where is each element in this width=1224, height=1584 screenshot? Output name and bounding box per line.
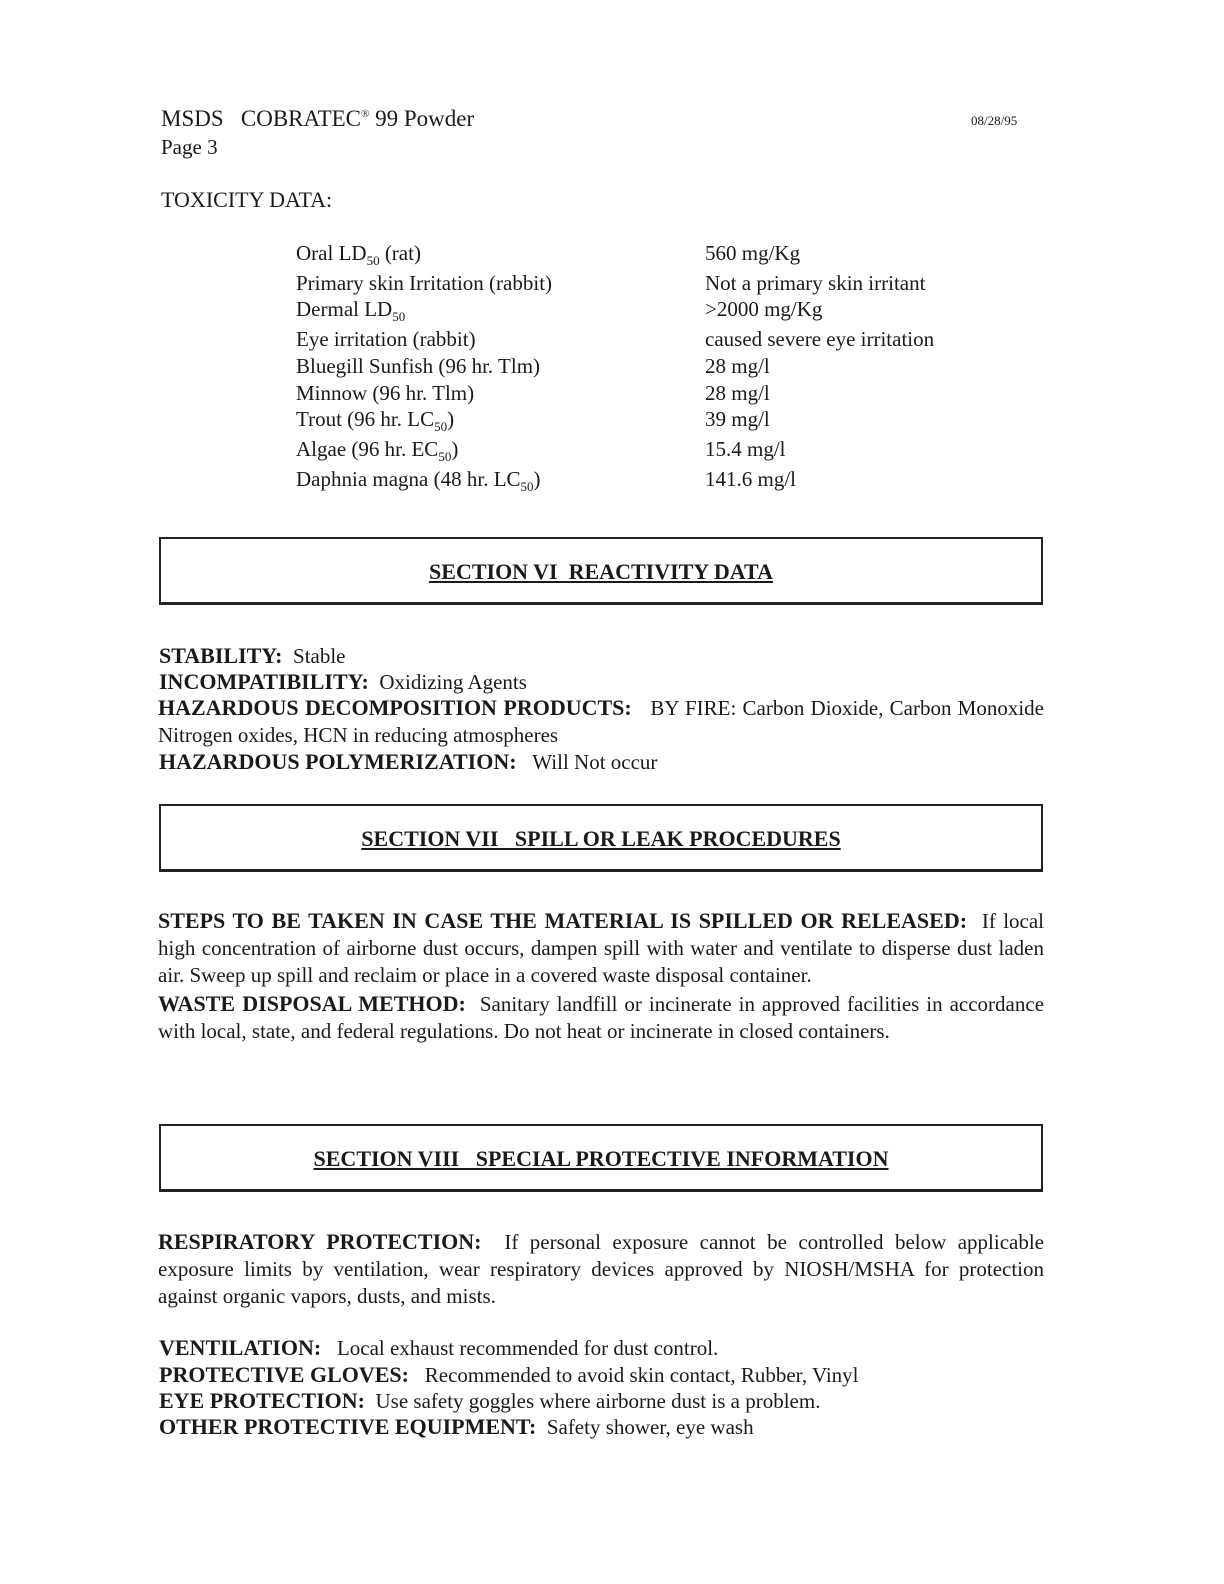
toxicity-test-name: Algae (96 hr. EC bbox=[296, 436, 439, 461]
toxicity-test-label bbox=[296, 296, 705, 326]
gloves-line bbox=[159, 1362, 859, 1388]
spill-steps-label: STEPS TO BE TAKEN IN CASE THE MATERIAL IS SPILLED OR RELEASED: bbox=[158, 908, 968, 933]
section-6-header-box bbox=[159, 537, 1043, 605]
toxicity-value: 28 mg/l bbox=[705, 380, 770, 405]
toxicity-subscript: 50 bbox=[438, 448, 452, 464]
stability-line bbox=[159, 643, 346, 669]
registered-mark: ® bbox=[361, 108, 370, 120]
toxicity-row bbox=[296, 296, 934, 326]
toxicity-subscript: 50 bbox=[366, 253, 380, 268]
toxicity-row bbox=[296, 353, 934, 380]
other-equipment-label: OTHER PROTECTIVE EQUIPMENT: bbox=[159, 1414, 537, 1439]
respiratory-value: If personal exposure cannot be controlled below applicable exposure limits by ventilation, wear respiratory devices approved by NIOSH/MSHA for protection against organic vapors, dusts, and mists. bbox=[158, 1230, 1044, 1309]
toxicity-test-label bbox=[296, 270, 705, 297]
toxicity-test-name: Primary skin Irritation (rabbit) bbox=[296, 270, 553, 295]
toxicity-test-name: Oral LD bbox=[296, 241, 367, 265]
incompatibility-value: Oxidizing Agents bbox=[379, 670, 527, 694]
ventilation-value: Local exhaust recommended for dust control. bbox=[336, 1336, 719, 1360]
toxicity-row bbox=[296, 466, 934, 496]
section-8-header-box bbox=[159, 1124, 1043, 1192]
document-title: MSDS COBRATEC® 99 Powder bbox=[161, 106, 475, 131]
other-equipment-value: Safety shower, eye wash bbox=[546, 1415, 754, 1439]
document-date: 08/28/95 bbox=[971, 113, 1018, 128]
gloves-label: PROTECTIVE GLOVES: bbox=[159, 1362, 409, 1387]
toxicity-test-label bbox=[296, 326, 705, 353]
toxicity-test-name: Dermal LD bbox=[296, 297, 393, 322]
respiratory-paragraph bbox=[158, 1228, 1044, 1311]
stability-value: Stable bbox=[293, 644, 346, 668]
toxicity-test-label bbox=[296, 380, 705, 407]
section-8-title: SECTION VIII SPECIAL PROTECTIVE INFORMATION bbox=[313, 1146, 889, 1171]
toxicity-test-name: Trout (96 hr. LC bbox=[296, 407, 435, 432]
toxicity-test-label bbox=[296, 436, 705, 466]
other-equipment-line bbox=[159, 1414, 754, 1440]
toxicity-row bbox=[296, 270, 934, 297]
decomposition-label: HAZARDOUS DECOMPOSITION PRODUCTS: bbox=[158, 695, 632, 720]
toxicity-row bbox=[296, 240, 934, 270]
toxicity-row bbox=[296, 326, 934, 353]
incompatibility-label: INCOMPATIBILITY: bbox=[159, 669, 369, 694]
toxicity-table bbox=[296, 240, 934, 495]
ventilation-label: VENTILATION: bbox=[159, 1335, 322, 1360]
incompatibility-line bbox=[159, 669, 527, 695]
toxicity-value: 15.4 mg/l bbox=[705, 436, 786, 461]
toxicity-test-suffix: (rat) bbox=[379, 241, 421, 265]
eye-protection-value: Use safety goggles where airborne dust is a problem. bbox=[375, 1389, 821, 1413]
toxicity-test-label bbox=[296, 406, 705, 436]
waste-disposal-label: WASTE DISPOSAL METHOD: bbox=[158, 990, 466, 1016]
polymerization-line bbox=[159, 749, 657, 775]
ventilation-line bbox=[159, 1335, 718, 1361]
toxicity-test-suffix: ) bbox=[447, 407, 455, 432]
toxicity-row bbox=[296, 406, 934, 436]
waste-disposal-value: Sanitary landfill or incinerate in approved facilities in accordance with local, state, and federal regulations. Do not heat or incinerate in closed containers. bbox=[158, 991, 1045, 1043]
decomposition-value: BY FIRE: Carbon Dioxide, Carbon Monoxide Nitrogen oxides, HCN in reducing atmospheres bbox=[158, 696, 1044, 748]
spill-steps-paragraph bbox=[158, 907, 1044, 1045]
toxicity-value: 39 mg/l bbox=[705, 407, 770, 432]
gloves-value: Recommended to avoid skin contact, Rubber, Vinyl bbox=[424, 1363, 859, 1387]
toxicity-value: 28 mg/l bbox=[705, 353, 770, 378]
spill-steps-value: If local high concentration of airborne dust occurs, dampen spill with water and ventilate to disperse dust laden air. Sweep up spill and reclaim or place in a covered waste disposal container. bbox=[158, 909, 1045, 988]
polymerization-value: Will Not occur bbox=[532, 750, 658, 774]
toxicity-value: 141.6 mg/l bbox=[705, 466, 797, 491]
toxicity-test-name: Daphnia magna (48 hr. LC bbox=[296, 466, 521, 491]
toxicity-test-suffix: ) bbox=[533, 466, 541, 491]
toxicity-test-name: Eye irritation (rabbit) bbox=[296, 327, 476, 352]
stability-label: STABILITY: bbox=[159, 643, 283, 668]
toxicity-value: caused severe eye irritation bbox=[705, 327, 935, 352]
toxicity-value: >2000 mg/Kg bbox=[705, 297, 823, 322]
toxicity-value: 560 mg/Kg bbox=[705, 241, 801, 265]
eye-protection-line bbox=[159, 1388, 820, 1414]
page-number: Page 3 bbox=[161, 135, 218, 159]
section-7-title: SECTION VII SPILL OR LEAK PROCEDURES bbox=[361, 826, 841, 851]
toxicity-subscript: 50 bbox=[520, 478, 534, 494]
toxicity-value: Not a primary skin irritant bbox=[705, 270, 926, 295]
toxicity-test-name: Minnow (96 hr. Tlm) bbox=[296, 380, 475, 405]
toxicity-subscript: 50 bbox=[392, 309, 406, 325]
toxicity-test-suffix: ) bbox=[451, 436, 459, 461]
section-6-title: SECTION VI REACTIVITY DATA bbox=[429, 559, 773, 584]
toxicity-subscript: 50 bbox=[434, 419, 448, 435]
toxicity-test-name: Bluegill Sunfish (96 hr. Tlm) bbox=[296, 353, 541, 378]
toxicity-row bbox=[296, 436, 934, 466]
toxicity-heading: TOXICITY DATA: bbox=[161, 187, 333, 212]
toxicity-test-label bbox=[296, 353, 705, 380]
toxicity-test-label bbox=[296, 466, 705, 496]
toxicity-test-label bbox=[296, 240, 705, 270]
eye-protection-label: EYE PROTECTION: bbox=[159, 1388, 365, 1413]
section-7-header-box bbox=[159, 804, 1043, 872]
polymerization-label: HAZARDOUS POLYMERIZATION: bbox=[159, 749, 517, 774]
decomposition-paragraph bbox=[158, 694, 1044, 749]
respiratory-label: RESPIRATORY PROTECTION: bbox=[158, 1229, 482, 1254]
toxicity-row bbox=[296, 380, 934, 407]
